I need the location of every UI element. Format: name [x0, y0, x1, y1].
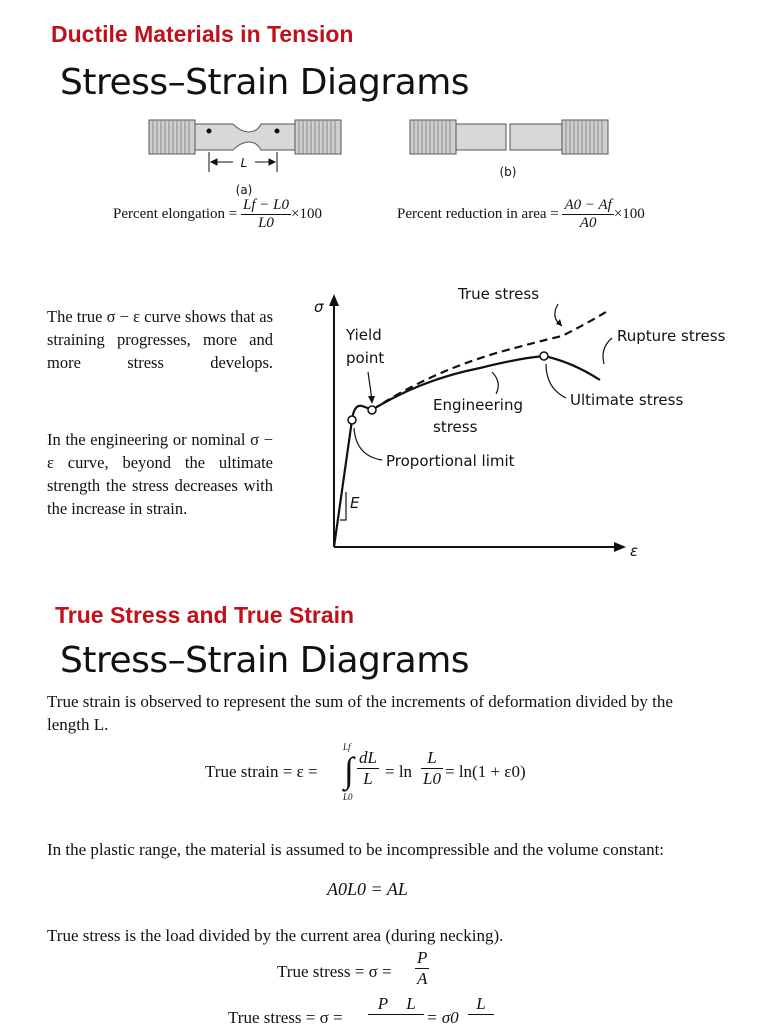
text-true-strain: True strain is observed to represent the sum of the increments of deformation divided by the length L.	[47, 692, 673, 734]
reduction-numerator: A0 − Af	[564, 197, 612, 213]
reduction-lhs: Percent reduction in area =	[397, 205, 559, 222]
elongation-tail: ×100	[291, 205, 322, 222]
true-stress-2-num3: L	[468, 994, 494, 1015]
ultimate-stress-leader	[546, 364, 566, 398]
true-stress-label: True stress	[458, 285, 540, 303]
reduction-denominator: A0	[579, 215, 597, 231]
true-strain-lhs: True strain = ε =	[205, 762, 318, 781]
proportional-limit-leader	[354, 428, 382, 460]
integral-lower-limit: L0	[343, 792, 353, 802]
elongation-lhs: Percent elongation =	[113, 205, 238, 222]
true-strain-frac1-den: L	[363, 769, 373, 788]
true-stress-1-num: P	[417, 948, 428, 967]
engineering-stress-leader	[492, 372, 498, 394]
proportional-limit-point	[348, 416, 356, 424]
integral-sign: ∫	[344, 750, 354, 790]
text-plastic-range: In the plastic range, the material is assumed to be incompressible and the volume constant:	[47, 840, 665, 859]
yield-point-label-line1: Yield	[346, 326, 382, 344]
ultimate-stress-label: Ultimate stress	[570, 391, 684, 409]
true-stress-2-mid: = σ0	[426, 1008, 459, 1027]
engineering-stress-label-line2: stress	[433, 418, 478, 436]
specimen-b-label: (b)	[499, 165, 517, 179]
rupture-stress-label: Rupture stress	[617, 327, 726, 345]
stress-strain-diagram	[300, 280, 760, 570]
specimen-b-bar	[410, 120, 608, 154]
text-engineering-curve: In the engineering or nominal σ − ε curve, beyond the ultimate strength the stress decreases with the increase in strain.	[47, 430, 273, 518]
true-strain-mid: = ln	[385, 762, 413, 781]
true-stress-2-num2: L	[398, 994, 424, 1015]
modulus-label: E	[350, 494, 360, 512]
rupture-stress-leader	[603, 338, 612, 364]
formula-true-strain	[205, 742, 565, 806]
formula-percent-reduction	[397, 197, 645, 232]
ultimate-stress-point	[540, 352, 548, 360]
formula-percent-elongation	[113, 197, 322, 232]
x-axis-label: ε	[630, 542, 639, 560]
section-heading-true-stress: True Stress and True Strain	[55, 602, 355, 628]
formula-true-stress-2	[228, 994, 528, 1034]
formula-volume-constant: A0L0 = AL	[327, 879, 408, 899]
specimen-b-figure	[408, 112, 618, 184]
true-strain-frac1-num: dL	[359, 748, 377, 767]
true-strain-tail: = ln(1 + ε0)	[445, 762, 526, 781]
true-stress-2-num1: P	[368, 994, 398, 1015]
page-title-2: Stress–Strain Diagrams	[60, 640, 470, 681]
integral-upper-limit: Lf	[343, 742, 351, 752]
specimen-a-label: (a)	[235, 183, 253, 197]
formula-true-stress-1	[277, 948, 497, 998]
elongation-numerator: Lf − L0	[243, 197, 289, 213]
specimen-a-figure	[145, 112, 345, 202]
specimen-a-bar	[149, 120, 341, 154]
true-stress-1-den: A	[417, 969, 428, 988]
y-axis-label: σ	[314, 298, 324, 316]
gauge-length-label: L	[240, 156, 248, 170]
yield-point-marker	[368, 406, 376, 414]
true-strain-frac2-den: L0	[423, 769, 441, 788]
elongation-denominator: L0	[258, 215, 274, 231]
true-strain-frac2-num: L	[421, 748, 443, 769]
section-heading-ductile: Ductile Materials in Tension	[51, 21, 354, 47]
engineering-stress-label-line1: Engineering	[433, 396, 523, 414]
reduction-tail: ×100	[613, 205, 645, 222]
yield-point-label-line2: point	[346, 349, 385, 367]
yield-point-leader	[368, 372, 372, 400]
text-true-curve: The true σ − ε curve shows that as straining progresses, more and more stress develops.	[47, 307, 273, 372]
text-true-stress: True stress is the load divided by the current area (during necking).	[47, 926, 504, 945]
true-stress-2-lhs: True stress = σ =	[228, 1008, 343, 1027]
proportional-limit-label: Proportional limit	[386, 452, 515, 470]
page-title-1: Stress–Strain Diagrams	[60, 62, 470, 103]
true-stress-1-lhs: True stress = σ =	[277, 962, 392, 981]
yield-point-arrowhead	[368, 396, 375, 404]
